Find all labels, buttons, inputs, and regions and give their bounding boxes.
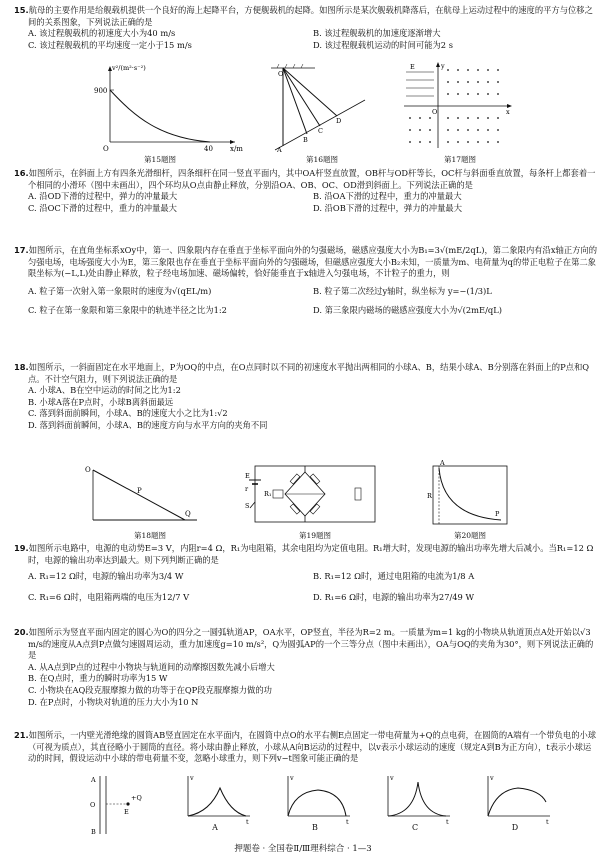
- option-d-label: D: [511, 823, 519, 832]
- origin-label: O: [103, 145, 109, 152]
- charge-label: +Q: [131, 794, 142, 802]
- option-c: C. 小物块在AQ段克服摩擦力做的功等于在QP段克服摩擦力做的功: [28, 684, 272, 695]
- svg-text:y: y: [441, 62, 445, 70]
- option-b: B. 该过程舰载机的加速度逐渐增大: [313, 28, 441, 39]
- figure-15-caption: 第15题图: [143, 155, 177, 164]
- option-a: A. 该过程舰载机的初速度大小为40 m/s: [28, 28, 176, 39]
- option-d: D. 第三象限内磁场的磁感应强度大小为√(2mE/qL): [313, 305, 502, 316]
- figure-17-caption: 第17题图: [443, 155, 477, 164]
- figure-18-slope: [85, 462, 205, 527]
- svg-text:A: A: [277, 146, 282, 154]
- option-b: B. 粒子第二次经过y轴时，纵坐标为 y=−(1/3)L: [313, 285, 492, 296]
- v-label: v: [390, 774, 394, 782]
- point-a-label: A: [440, 459, 445, 467]
- figure-18-caption: 第18题图: [133, 531, 167, 540]
- t-label: t: [246, 818, 249, 824]
- svg-text:C: C: [318, 127, 323, 135]
- option-d: D. 在P点时，小物块对轨道的压力大小为10 N: [28, 696, 199, 707]
- svg-text:O: O: [432, 108, 438, 116]
- option-b: B. R₁=12 Ω时，通过电阻箱的电流为1/8 A: [313, 571, 475, 582]
- graph-option-c: [380, 772, 455, 824]
- resistor-box-label: R₁: [264, 490, 272, 498]
- t-label: t: [346, 818, 349, 824]
- option-b: B. 沿OA下滑的过程中，重力的冲量最大: [313, 191, 462, 202]
- y-axis-label: v²/(m²·s⁻²): [112, 64, 146, 72]
- point-q-label: Q: [185, 510, 191, 518]
- question-15: [14, 5, 598, 51]
- radius-label: R: [427, 492, 432, 500]
- figure-15-graph: [90, 62, 245, 152]
- x-tick-40: 40: [204, 145, 213, 152]
- question-stem: 如图所示，一内壁光滑绝缘的圆筒AB竖直固定在水平面内，在圆筒中点O的水平右侧E点固定一带电荷量为+Q的点电荷，在圆筒的A端有一个带负电的小球（可视为质点），其直径略小于圆筒的直径。将小球由静止释放，小球从A向B运动的过程中，以v表示小球运动的速度（规定A到B为正方向），t表示小球运动的时间，假设运动中小球的带电荷量不变，忽略小球重力，则下列v−t图象可能正确的是: [28, 730, 597, 764]
- page-footer: 押题卷 · 全国卷Ⅱ/Ⅲ理科综合 · 1—3: [234, 844, 372, 854]
- figure-20-caption: 第20题图: [453, 531, 487, 540]
- question-stem: 如图所示，一斜面固定在水平地面上，P为OQ的中点，在O点同时以不同的初速度水平抛出两相同的小球A、B，结果小球A、B分别落在斜面上的P点和Q点。不计空气阻力，则下列说法正确的是: [28, 362, 590, 384]
- question-number: 15.: [14, 5, 29, 15]
- question-number: 17.: [14, 245, 29, 255]
- t-label: t: [446, 818, 449, 824]
- point-e-label: E: [124, 808, 129, 816]
- option-b: B. 小球A落在P点时，小球B离斜面最远: [28, 396, 174, 407]
- option-a: A. 粒子第一次射入第一象限时的速度为√(qEL/m): [28, 285, 212, 296]
- question-number: 20.: [14, 627, 29, 637]
- v-label: v: [190, 774, 194, 782]
- question-stem: 如图所示，在直角坐标系xOy中，第一、四象限内存在垂直于坐标平面向外的匀强磁场，磁感应强度大小为B₁=3√(mE/2qL)，第二象限内有沿x轴正方向的匀强电场，电场强度大小为E，第三象限也存在垂直于坐标平面向外的匀强磁场，但磁感应强度大小B₂未知，一质量为m、电荷量为q的带正电粒子在第二象限坐标为(−L,L)处由静止释放，粒子经电场加速、磁场偏转，恰好能垂直于x轴进入匀强电场，不计粒子的重力，则: [28, 245, 598, 279]
- svg-text:O: O: [278, 70, 284, 78]
- v-label: v: [490, 774, 494, 782]
- option-c: C. 该过程舰载机的平均速度一定小于15 m/s: [28, 39, 192, 50]
- option-a: A. 从A点到P点的过程中小物块与轨道间的动摩擦因数先减小后增大: [28, 661, 275, 672]
- option-c: C. 落到斜面前瞬间，小球A、B的速度大小之比为1:√2: [28, 408, 228, 419]
- question-19: [14, 543, 598, 603]
- option-b: B. 在Q点时，重力的瞬时功率为15 W: [28, 673, 168, 684]
- option-d: D. 落到斜面前瞬间，小球A、B的速度方向与水平方向的夹角不同: [28, 419, 268, 430]
- figure-21-tube: [80, 772, 150, 836]
- question-stem: 如图所示电路中，电源的电动势E=3 V，内阻r=4 Ω，R₁为电阻箱，其余电阻均为定值电阻。R₁增大时，发现电源的输出功率先增大后减小。当R₁=12 Ω时，电源的输出功率达到最大。则下列判断正确的是: [28, 543, 594, 565]
- x-axis-label: x/m: [230, 145, 243, 152]
- question-17: [14, 245, 598, 317]
- figure-17-field: [398, 62, 518, 152]
- option-a: A. 沿OD下滑的过程中，弹力的冲量最大: [28, 191, 178, 202]
- svg-text:x: x: [506, 108, 510, 116]
- figure-19-circuit: [245, 458, 385, 528]
- point-o-label: O: [85, 466, 91, 474]
- switch-label: S: [245, 502, 250, 510]
- tube-a-label: A: [91, 776, 96, 784]
- question-21: [14, 730, 598, 765]
- question-number: 16.: [14, 168, 29, 178]
- option-c: C. 沿OC下滑的过程中，重力的冲量最大: [28, 202, 177, 213]
- option-c-label: C: [411, 823, 419, 832]
- question-number: 18.: [14, 362, 29, 372]
- internal-resistance-label: r: [245, 485, 249, 493]
- option-a: A. R₁=12 Ω时，电源的输出功率为3/4 W: [28, 571, 184, 582]
- question-20: [14, 627, 598, 708]
- question-number: 19.: [14, 543, 29, 553]
- point-p-label: P: [495, 510, 500, 518]
- v-label: v: [290, 774, 294, 782]
- t-label: t: [546, 818, 549, 824]
- y-tick-900: 900: [94, 87, 108, 95]
- option-c: C. 粒子在第一象限和第三象限中的轨迹半径之比为1:2: [28, 305, 227, 316]
- option-d: D. 沿OB下滑的过程中，弹力的冲量最大: [313, 202, 462, 213]
- graph-option-d: [480, 772, 555, 824]
- question-16: [14, 168, 598, 214]
- question-stem: 航母的主要作用是给舰载机提供一个良好的海上起降平台，方便舰载机的起降。如图所示是某次舰载机降落后，在航母上运动过程中的速度的平方与位移之间的关系图象，下列说法正确的是: [28, 5, 593, 27]
- question-stem: 如图所示，在斜面上方有四条光滑细杆，四条细杆在同一竖直平面内，其中OA杆竖直放置，OB杆与OD杆等长，OC杆与斜面垂直放置，每条杆上都套着一个相同的小滑环（图中未画出），四个环均从O点由静止释放，分别沿OA、OB、OC、OD滑到斜面上。下列说法正确的是: [28, 168, 596, 190]
- figure-20-arc: [425, 458, 515, 530]
- svg-text:E: E: [410, 63, 415, 71]
- tube-b-label: B: [91, 828, 96, 836]
- figure-19-caption: 第19题图: [298, 531, 332, 540]
- emf-label: E: [245, 472, 250, 480]
- option-a-label: A: [212, 823, 218, 832]
- question-number: 21.: [14, 730, 29, 740]
- point-p-label: P: [137, 487, 142, 495]
- graph-option-b: [280, 772, 355, 824]
- option-d: D. R₁=6 Ω时，电源的输出功率为27/49 W: [313, 591, 474, 602]
- figure-16-rods: [265, 60, 375, 155]
- graph-option-a: [180, 772, 255, 824]
- option-b-label: B: [312, 823, 318, 832]
- question-stem: 如图所示为竖直平面内固定的圆心为O的四分之一圆弧轨道AP，OA水平，OP竖直，半径为R=2 m。一质量为m=1 kg的小物块从轨道顶点A处开始以√3 m/s的速度从A点到P点做匀速圆周运动，重力加速度g=10 m/s²，Q为圆弧AP的一个三等分点（图中未画出），OA与OQ的夹角为30°，则下列说法正确的是: [28, 627, 594, 661]
- svg-text:D: D: [336, 117, 342, 125]
- option-d: D. 该过程舰载机运动的时间可能为2 s: [313, 39, 453, 50]
- option-a: A. 小球A、B在空中运动的时间之比为1:2: [28, 385, 181, 396]
- figure-16-caption: 第16题图: [305, 155, 339, 164]
- question-18: [14, 362, 598, 432]
- svg-text:B: B: [303, 136, 308, 144]
- tube-o-label: O: [90, 801, 96, 809]
- option-c: C. R₁=6 Ω时，电阻箱两端的电压为12/7 V: [28, 591, 190, 602]
